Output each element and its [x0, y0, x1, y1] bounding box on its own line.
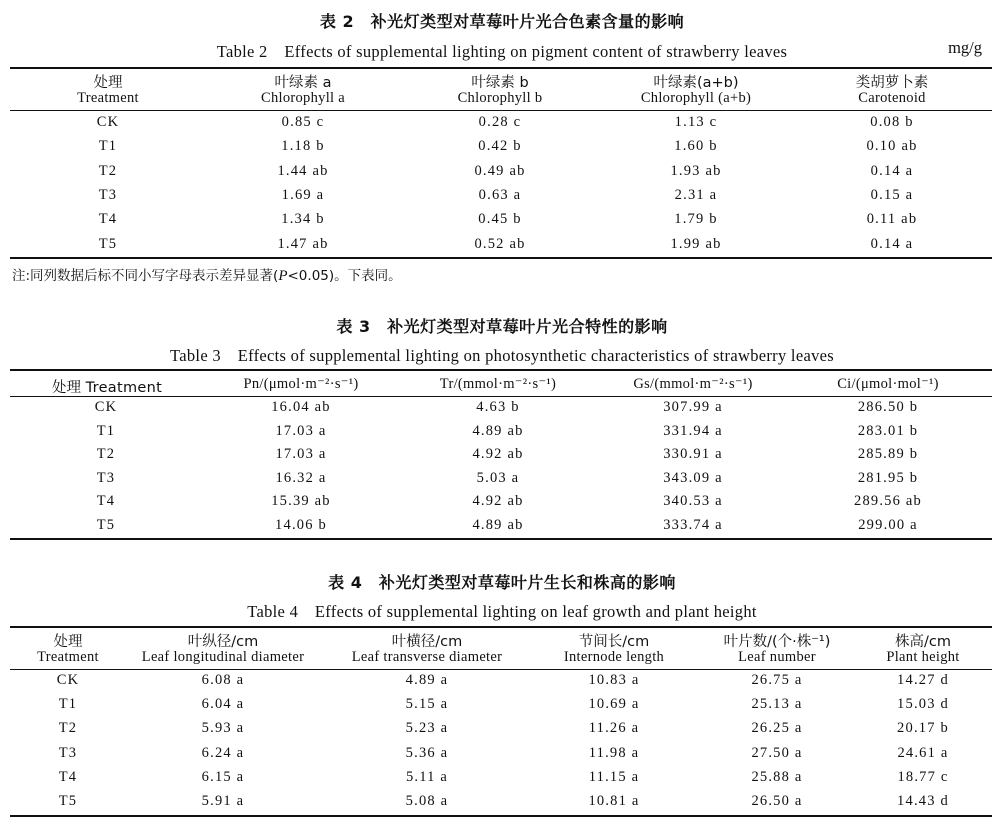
table-cell: 0.14 a [870, 162, 914, 179]
row-treatment: T5 [96, 516, 116, 533]
table-cell: 26.25 a [751, 720, 803, 737]
row-treatment: T3 [96, 469, 116, 486]
table-cell: 25.13 a [751, 696, 803, 713]
row-treatment: T3 [58, 744, 78, 761]
table4-header-cn: 处理 [53, 634, 83, 650]
table-cell: 26.75 a [751, 672, 803, 688]
table2-header-cn: 处理 [93, 75, 123, 91]
table-cell: 4.89 ab [472, 422, 524, 439]
row-treatment: T4 [58, 768, 78, 785]
table-cell: 2.31 a [674, 186, 718, 203]
table2-header-rule [10, 110, 992, 111]
table-cell: 11.15 a [588, 768, 640, 785]
table-cell: 1.60 b [674, 138, 718, 155]
note-prefix: 注:同列数据后标不同小写字母表示差异显著( [12, 268, 279, 284]
table-cell: 14.43 d [897, 793, 949, 809]
table4-header-en: Leaf transverse diameter [351, 649, 503, 665]
table4-header-rule [10, 669, 992, 670]
table-cell: 1.79 b [674, 211, 718, 228]
table-cell: 1.99 ab [670, 235, 722, 252]
row-treatment: T2 [98, 162, 118, 179]
row-treatment: T1 [96, 422, 116, 439]
table2-caption-cn: 表 2 补光灯类型对草莓叶片光合色素含量的影响 [319, 12, 685, 31]
row-treatment: T5 [58, 793, 78, 809]
table-cell: 17.03 a [275, 446, 327, 462]
table3-header-treatment [52, 376, 162, 397]
table-cell: 5.08 a [405, 793, 449, 809]
table-cell: 0.15 a [870, 186, 914, 203]
table-cell: 5.36 a [405, 744, 449, 761]
row-treatment: T3 [98, 186, 118, 203]
table-cell: 0.10 ab [866, 138, 918, 155]
table-cell: 333.74 a [663, 516, 723, 533]
table-cell: 15.03 d [897, 696, 949, 713]
table3-header-gs: Gs/(mmol·m⁻²·s⁻¹) [633, 376, 753, 392]
table2-header-en: Treatment [77, 90, 139, 106]
row-treatment: T1 [58, 696, 78, 713]
table2-header-en: Chlorophyll (a+b) [640, 90, 752, 106]
row-treatment: T4 [96, 493, 116, 509]
table-cell: 4.89 ab [472, 516, 524, 533]
table-cell: 331.94 a [663, 422, 723, 439]
table-cell: 0.52 ab [474, 235, 526, 252]
table-cell: 0.08 b [870, 114, 914, 130]
table-cell: 6.24 a [201, 744, 245, 761]
table4-header-cn: 株高/cm [895, 634, 951, 650]
table-cell: 26.50 a [751, 793, 803, 809]
note-p: P [278, 268, 288, 284]
table-cell: 1.13 c [674, 114, 718, 130]
table-cell: 4.89 a [405, 672, 449, 688]
table3-header-pn: Pn/(μmol·m⁻²·s⁻¹) [243, 376, 359, 392]
table-cell: 281.95 b [857, 469, 919, 486]
table-cell: 307.99 a [663, 399, 723, 415]
table-cell: 10.83 a [588, 672, 640, 688]
table-cell: 1.34 b [281, 211, 325, 228]
table4-header-en: Treatment [37, 649, 99, 665]
table3-header-ci: Ci/(μmol·mol⁻¹) [837, 376, 939, 392]
table2-top-rule [10, 67, 992, 69]
table-cell: 0.45 b [478, 211, 522, 228]
table4-caption-cn: 表 4 补光灯类型对草莓叶片生长和株高的影响 [328, 573, 676, 592]
table-cell: 5.03 a [476, 469, 520, 486]
table-cell: 0.28 c [478, 114, 522, 130]
note-suffix: <0.05)。下表同。 [287, 268, 402, 284]
table-cell: 10.81 a [588, 793, 640, 809]
table2-header-cn: 叶绿素(a+b) [653, 75, 739, 91]
table-cell: 4.92 ab [472, 446, 524, 462]
table3-caption-cn: 表 3 补光灯类型对草莓叶片光合特性的影响 [336, 317, 668, 336]
row-treatment: T2 [96, 446, 116, 462]
table4-header-cn: 叶横径/cm [391, 634, 463, 650]
table-cell: 330.91 a [663, 446, 723, 462]
table-cell: 14.27 d [897, 672, 949, 688]
table-cell: 0.14 a [870, 235, 914, 252]
table-cell: 27.50 a [751, 744, 803, 761]
table-cell: 1.69 a [281, 186, 325, 203]
table2-header-cn: 叶绿素 a [274, 75, 332, 91]
table-cell: 14.06 b [275, 516, 327, 533]
table-cell: 5.23 a [405, 720, 449, 737]
table-cell: 4.92 ab [472, 493, 524, 509]
table4-header-cn: 叶纵径/cm [187, 634, 259, 650]
table2-header-cn: 叶绿素 b [471, 75, 529, 91]
row-treatment: CK [96, 114, 120, 130]
table3-top-rule [10, 369, 992, 371]
table4-header-cn: 叶片数/(个·株⁻¹) [723, 634, 831, 650]
table-cell: 25.88 a [751, 768, 803, 785]
table-cell: 0.42 b [478, 138, 522, 155]
table4-header-en: Plant height [886, 649, 960, 665]
table-cell: 0.49 ab [474, 162, 526, 179]
table-cell: 283.01 b [857, 422, 919, 439]
table2-caption-en: Table 2 Effects of supplemental lighting on pigment content of strawberry leaves [216, 42, 788, 61]
table-cell: 16.04 ab [271, 399, 331, 415]
table3-header-rule [10, 396, 992, 397]
table2-footnote [12, 264, 402, 285]
table-cell: 0.63 a [478, 186, 522, 203]
table-cell: 6.08 a [201, 672, 245, 688]
table-cell: 285.89 b [857, 446, 919, 462]
table2-unit: mg/g [948, 38, 982, 57]
table4-bottom-rule [10, 815, 992, 817]
table4-header-en: Leaf number [738, 649, 816, 665]
row-treatment: T4 [98, 211, 118, 228]
table-cell: 10.69 a [588, 696, 640, 713]
table-cell: 5.15 a [405, 696, 449, 713]
table-cell: 11.26 a [588, 720, 640, 737]
table3-bottom-rule [10, 538, 992, 540]
table2-header-cn: 类胡萝卜素 [855, 75, 929, 91]
table-cell: 1.44 ab [277, 162, 329, 179]
table-cell: 340.53 a [663, 493, 723, 509]
table4-top-rule [10, 626, 992, 628]
table-cell: 18.77 c [897, 768, 949, 785]
table4-header-en: Leaf longitudinal diameter [141, 649, 305, 665]
table-cell: 5.93 a [201, 720, 245, 737]
table-cell: 289.56 ab [854, 493, 922, 509]
table2-header-en: Chlorophyll b [457, 90, 543, 106]
table-cell: 4.63 b [476, 399, 520, 415]
table-cell: 15.39 ab [271, 493, 331, 509]
row-treatment: CK [56, 672, 80, 688]
table-cell: 0.85 c [281, 114, 325, 130]
table2-bottom-rule [10, 257, 992, 259]
table-cell: 11.98 a [588, 744, 640, 761]
table-cell: 17.03 a [275, 422, 327, 439]
row-treatment: T2 [58, 720, 78, 737]
table4-header-cn: 节间长/cm [578, 634, 650, 650]
table-cell: 1.93 ab [670, 162, 722, 179]
row-treatment: CK [94, 399, 118, 415]
table-cell: 5.11 a [405, 768, 449, 785]
table2-header-en: Carotenoid [858, 90, 926, 106]
table-cell: 299.00 a [858, 516, 918, 533]
table2-header-en: Chlorophyll a [260, 90, 346, 106]
table-cell: 5.91 a [201, 793, 245, 809]
table-cell: 16.32 a [275, 469, 327, 486]
table4-caption-en: Table 4 Effects of supplemental lighting on leaf growth and plant height [247, 602, 757, 621]
row-treatment: T5 [98, 235, 118, 252]
table-cell: 6.04 a [201, 696, 245, 713]
row-treatment: T1 [98, 138, 118, 155]
table3-caption-en: Table 3 Effects of supplemental lighting on photosynthetic characteristics of strawberry leaves [170, 346, 834, 365]
table3-header-tr: Tr/(mmol·m⁻²·s⁻¹) [439, 376, 557, 392]
table4-header-en: Internode length [563, 649, 665, 665]
table-cell: 6.15 a [201, 768, 245, 785]
table-cell: 286.50 b [857, 399, 919, 415]
header-en: Treatment [85, 380, 163, 396]
table-cell: 20.17 b [897, 720, 949, 737]
table-cell: 1.18 b [281, 138, 325, 155]
header-cn: 处理 [52, 380, 81, 396]
table-cell: 1.47 ab [277, 235, 329, 252]
table-cell: 343.09 a [663, 469, 723, 486]
table-cell: 24.61 a [897, 744, 949, 761]
table-cell: 0.11 ab [866, 211, 918, 228]
